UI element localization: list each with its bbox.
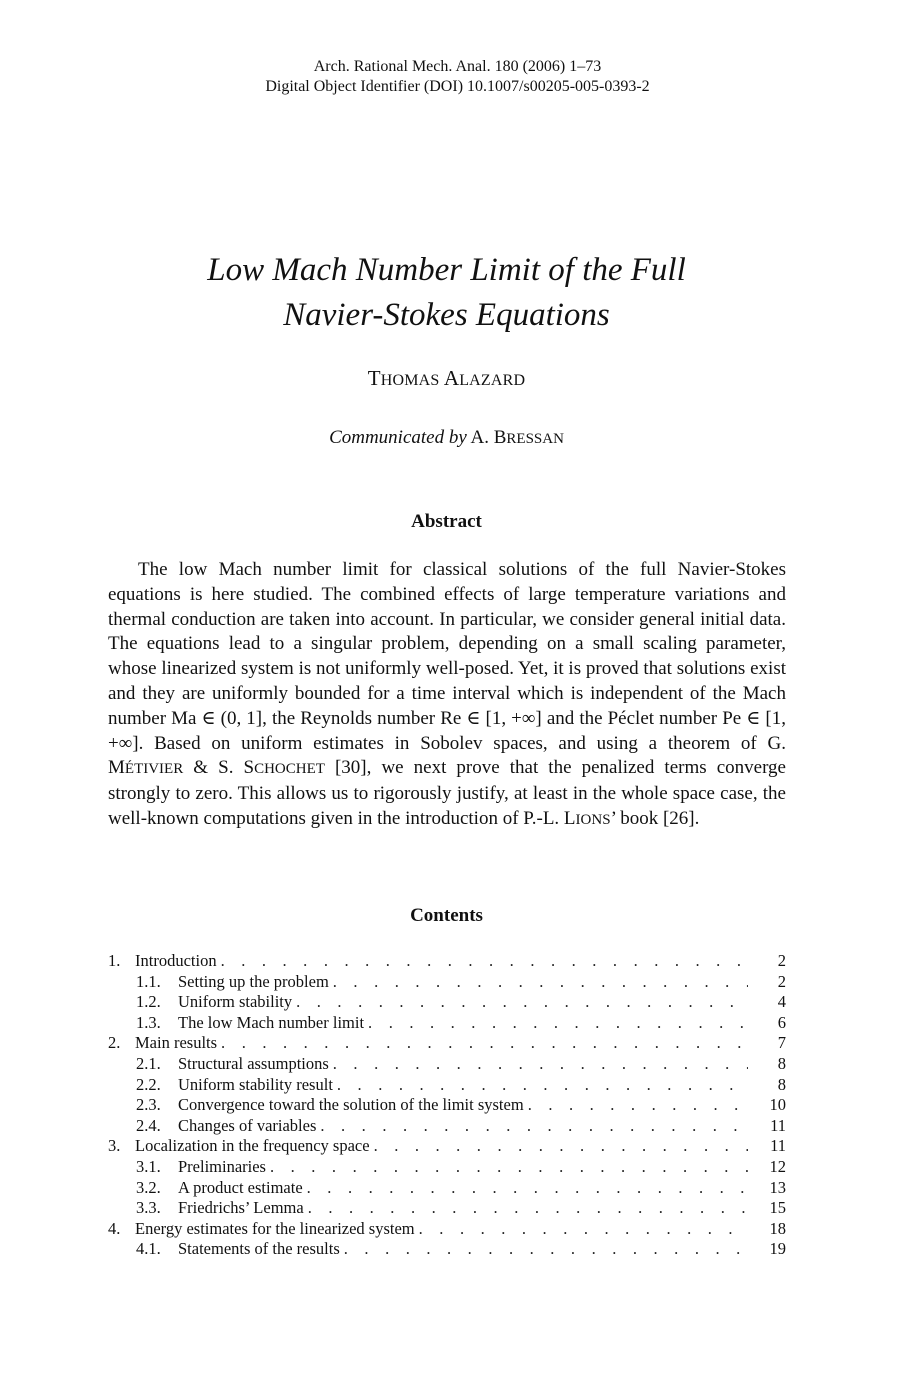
toc-title: Energy estimates for the linearized system [135, 1218, 415, 1238]
toc-entry[interactable] [108, 1198, 786, 1219]
toc-title: Uniform stability result [178, 1074, 333, 1094]
toc-number: 1.2. [136, 992, 161, 1012]
toc-page: 10 [769, 1095, 786, 1115]
toc-number: 2.2. [136, 1074, 161, 1094]
toc-title: Convergence toward the solution of the limit system [178, 1095, 524, 1115]
toc-number: 3. [108, 1136, 121, 1156]
author-last-rest: LAZARD [459, 372, 526, 389]
toc-entry[interactable] [108, 1157, 786, 1178]
toc-number: 2.3. [136, 1095, 161, 1115]
toc-number: 2.1. [136, 1053, 161, 1073]
toc-leader-dots [419, 1219, 748, 1240]
toc-page: 15 [769, 1198, 786, 1218]
journal-citation: Arch. Rational Mech. Anal. 180 (2006) 1–73 [313, 58, 602, 75]
toc-title: Friedrichs’ Lemma [178, 1198, 304, 1218]
contents-heading: Contents [410, 905, 483, 926]
toc-title: Main results [135, 1033, 218, 1053]
toc-number: 2. [108, 1033, 121, 1053]
toc-page: 13 [769, 1177, 786, 1197]
toc-number: 3.3. [136, 1198, 161, 1218]
toc-page: 11 [770, 1136, 786, 1156]
toc-entry[interactable] [108, 1033, 786, 1054]
author-first-initial: T [367, 366, 381, 390]
toc-leader-dots [307, 1178, 748, 1199]
communicator-initial: A. B [470, 427, 507, 448]
toc-page: 18 [769, 1218, 786, 1238]
toc-title: Statements of the results [178, 1239, 340, 1259]
toc-title: Structural assumptions [178, 1053, 329, 1073]
toc-number: 1. [108, 951, 121, 970]
toc-page: 6 [777, 1012, 786, 1032]
toc-page: 7 [777, 1033, 786, 1053]
toc-title: A product estimate [178, 1177, 303, 1197]
toc-number: 4.1. [136, 1239, 161, 1259]
author-name [0, 366, 893, 393]
toc-leader-dots [528, 1095, 748, 1116]
author-first-rest: HOMAS [380, 372, 440, 389]
title-line-2: Navier-Stokes Equations [283, 297, 610, 333]
toc-title: The low Mach number limit [178, 1012, 365, 1032]
toc-page: 2 [777, 971, 786, 991]
toc-leader-dots [308, 1198, 748, 1219]
toc-leader-dots [221, 1033, 748, 1054]
paper-title [0, 248, 893, 338]
communicator-rest: RESSAN [506, 431, 564, 447]
toc-number: 3.1. [136, 1156, 161, 1176]
toc-leader-dots [221, 951, 748, 972]
toc-entry[interactable] [108, 1075, 786, 1096]
doi-line: Digital Object Identifier (DOI) 10.1007/s00205-005-0393-2 [265, 78, 650, 95]
toc-leader-dots [320, 1116, 748, 1137]
toc-number: 1.1. [136, 971, 161, 991]
table-of-contents [108, 951, 786, 1260]
toc-entry[interactable] [108, 1095, 786, 1116]
toc-leader-dots [296, 992, 748, 1013]
abstract-text [108, 558, 786, 833]
journal-header [0, 57, 915, 97]
toc-entry[interactable] [108, 1178, 786, 1199]
abstract-schochet: CHOCHET [254, 761, 325, 778]
toc-title: Setting up the problem [178, 971, 329, 991]
toc-page: 4 [777, 992, 786, 1012]
toc-entry[interactable] [108, 1219, 786, 1240]
toc-entry[interactable] [108, 1239, 786, 1260]
abstract-part-1: The low Mach number limit for classical solutions of the full Navier-Stokes equations is here studied. The combined effects of large temperature variations and thermal conduction are taken into account. In particular, we consider general initial data. The equations lead to a singular problem, depending on a small scaling parameter, whose linearized system is not uniformly well-posed. Yet, it is proved that solutions exist and they are uniformly bounded for a time interval which is independent of the Mach number Ma ∈ (0, 1], the Reynolds number Re ∈ [1, +∞] and the Péclet number Pe ∈ [1, +∞]. Based on uniform estimates in Sobolev spaces, and using a theorem of G. M [108, 559, 786, 779]
communicated-by [0, 426, 893, 451]
toc-number: 3.2. [136, 1177, 161, 1197]
abstract-part-3: [30], we next prove that the penalized terms converge strongly to zero. This allows us to rigorously justify, at least in the whole space case, the well-known computations given in the introduction of P.-L. L [108, 757, 786, 829]
abstract-part-2: & S. S [183, 757, 255, 779]
toc-title: Uniform stability [178, 992, 293, 1012]
toc-title: Changes of variables [178, 1115, 317, 1135]
toc-leader-dots [368, 1013, 748, 1034]
toc-title: Localization in the frequency space [135, 1136, 370, 1156]
toc-page: 11 [770, 1115, 786, 1135]
abstract-lions: IONS [575, 811, 611, 828]
toc-entry[interactable] [108, 1116, 786, 1137]
toc-leader-dots [337, 1075, 748, 1096]
toc-page: 8 [777, 1053, 786, 1073]
title-line-1: Low Mach Number Limit of the Full [207, 252, 686, 288]
toc-entry[interactable] [108, 992, 786, 1013]
toc-title: Introduction [135, 951, 217, 970]
abstract-part-4: ’ book [26]. [610, 807, 700, 829]
toc-number: 1.3. [136, 1012, 161, 1032]
toc-entry[interactable] [108, 951, 786, 972]
toc-page: 19 [769, 1239, 786, 1259]
toc-page: 8 [777, 1074, 786, 1094]
toc-number: 4. [108, 1218, 121, 1238]
abstract-metivier: ÉTIVIER [124, 761, 184, 778]
toc-page: 12 [769, 1156, 786, 1176]
communicated-prefix: Communicated by [329, 427, 467, 448]
abstract-heading: Abstract [411, 511, 482, 532]
toc-title: Preliminaries [178, 1156, 266, 1176]
toc-page: 2 [777, 951, 786, 970]
toc-entry[interactable] [108, 1136, 786, 1157]
toc-leader-dots [333, 972, 748, 993]
toc-leader-dots [374, 1136, 748, 1157]
toc-entry[interactable] [108, 1054, 786, 1075]
toc-leader-dots [270, 1157, 748, 1178]
toc-number: 2.4. [136, 1115, 161, 1135]
toc-leader-dots [344, 1239, 748, 1260]
author-last-initial: A [443, 366, 460, 390]
toc-leader-dots [333, 1054, 748, 1075]
toc-entry[interactable] [108, 1013, 786, 1034]
toc-entry[interactable] [108, 972, 786, 993]
